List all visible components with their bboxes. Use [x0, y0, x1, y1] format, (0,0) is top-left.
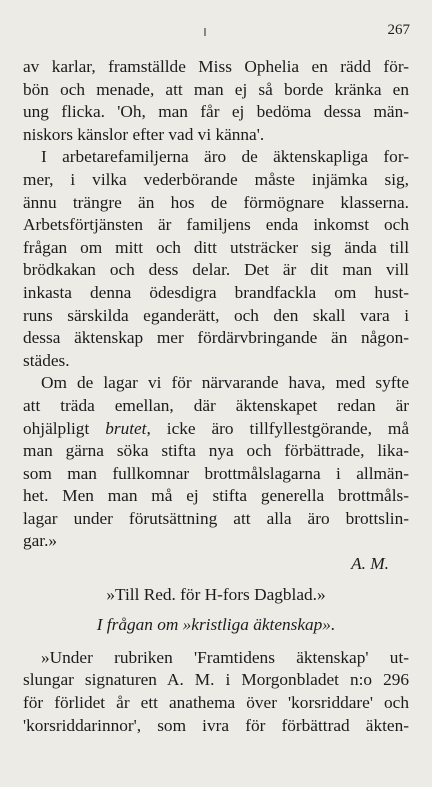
italic-word: brutet	[105, 418, 147, 438]
text-line: Arbetsförtjänsten är familjens enda inkomst och	[23, 215, 409, 235]
text-run: ohjälpligt	[23, 418, 106, 438]
text-line: lagar under förutsättning att alla äro brottslin-	[23, 508, 409, 528]
dateline: »Till Red. för H-fors Dagblad.»	[106, 584, 326, 604]
text-line-with-italic	[23, 418, 409, 441]
text-line: »Under rubriken 'Framtidens äktenskap' ut-	[41, 647, 409, 667]
page-mark	[204, 28, 206, 36]
text-line: inkasta denna ödesdigra brandfackla om hust-	[23, 282, 409, 302]
text-line: ung flicka. 'Oh, man får ej bedöma dessa män-	[23, 102, 409, 122]
text-run: , icke äro tillfyllestgörande, må	[146, 418, 409, 438]
text-line: het. Men man må ej stifta generella brottmåls-	[23, 486, 409, 506]
paragraph-3	[23, 372, 409, 553]
body-text	[23, 56, 409, 737]
subheading: I frågan om »kristliga äktenskap».	[96, 615, 336, 635]
text-line: bön och menade, att man ej så borde kränka en	[23, 79, 409, 99]
page-number: 267	[387, 22, 410, 38]
text-line: för förlidet år ett anathema över 'korsriddare' och	[23, 693, 409, 713]
text-line: man gärna söka stifta nya och förbättrade, lika-	[23, 441, 409, 461]
text-line: gar.»	[23, 531, 58, 551]
text-line: som man fullkomnar brottmålslagarna i allmän-	[23, 463, 409, 483]
paragraph-2	[23, 146, 409, 372]
paragraph-1	[23, 56, 409, 146]
text-line: slungar signaturen A. M. i Morgonbladet n:o 296	[23, 670, 409, 690]
text-line: brödkakan och dess delar. Det är dit man vill	[23, 260, 409, 280]
text-line: städes.	[23, 350, 70, 370]
text-line: ännu trängre än hos de förmögnare klasserna.	[23, 192, 409, 212]
text-line: att träda emellan, där äktenskapet redan är	[23, 395, 409, 415]
text-line: mer, i vilka vederbörande måste injämka sig,	[23, 169, 409, 189]
text-line: 'korsriddarinnor', som ivra för förbättrad äkten-	[23, 715, 409, 735]
text-line: I arbetarefamiljerna äro de äktenskapliga for-	[41, 147, 409, 167]
text-line: niskors känslor efter vad vi känna'.	[23, 124, 265, 144]
final-paragraph	[23, 647, 409, 737]
text-line: frågan om mitt och ditt utsträcker sig ända till	[23, 237, 409, 257]
text-line: dessa äktenskap mer fördärvbringande än någon-	[23, 328, 409, 348]
signature: A. M.	[351, 554, 389, 574]
text-line: av karlar, framställde Miss Ophelia en rädd för-	[23, 57, 409, 76]
text-line: runs särskilda eganderätt, och den skall vara i	[23, 305, 409, 325]
text-line: Om de lagar vi för närvarande hava, med syfte	[41, 373, 409, 393]
